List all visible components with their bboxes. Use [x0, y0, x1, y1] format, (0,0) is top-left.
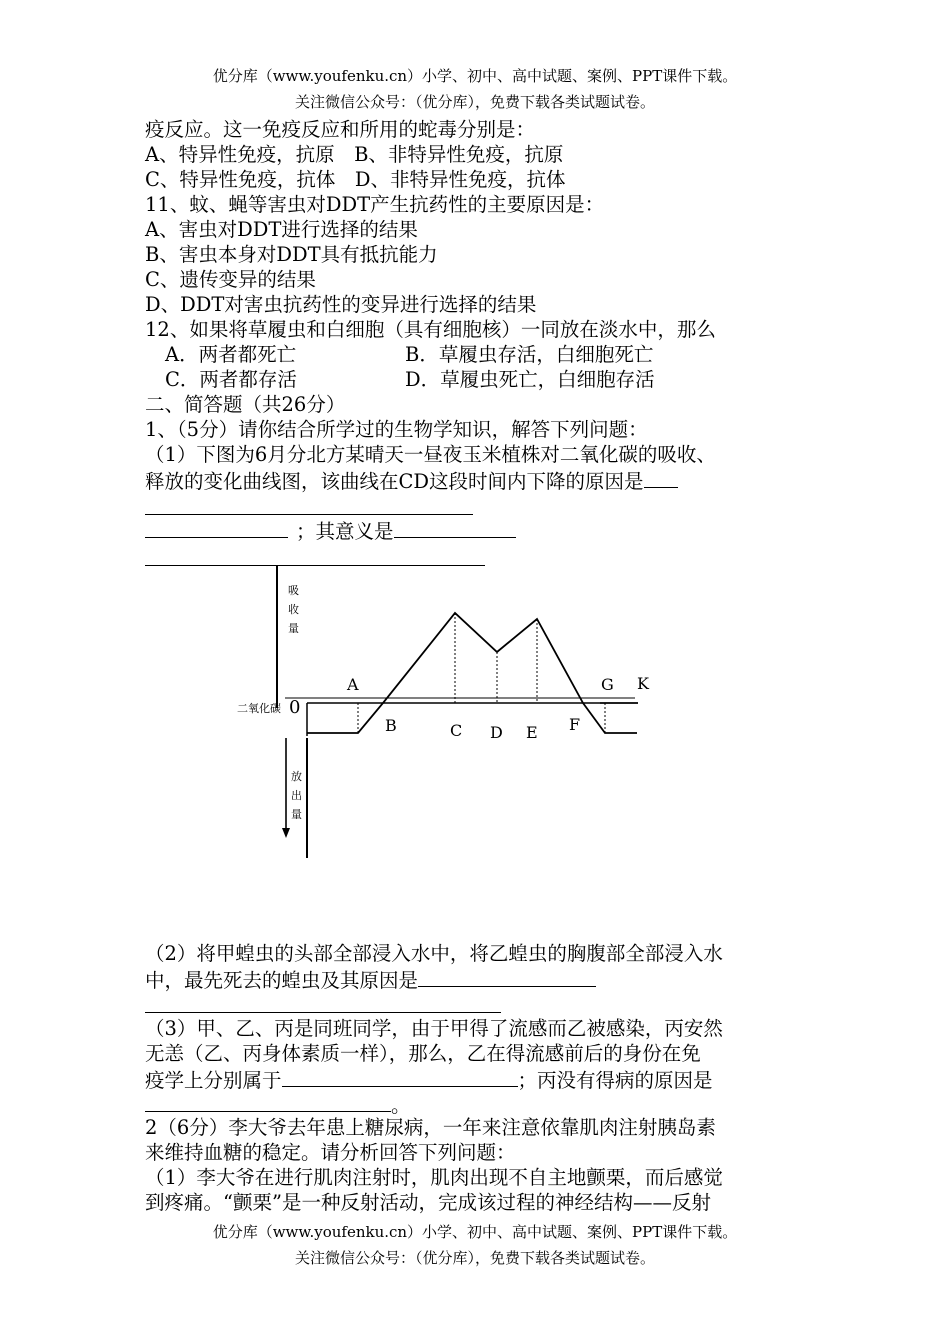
- reason-label: ；丙没有得病的原因是: [517, 1069, 713, 1092]
- y-arrow-head: [282, 828, 290, 838]
- question-2-sub-1: （1）李大爷在进行肌肉注射时，肌肉出现不自主地颤栗，而后感觉: [145, 1166, 723, 1189]
- sub-question-3: （3）甲、乙、丙是同班同学，由于甲得了流感而乙被感染，丙安然: [145, 1017, 723, 1040]
- footer-line-1: 优分库（www.youfenku.cn）小学、初中、高中试题、案例、PPT课件下载。: [212, 1223, 738, 1241]
- option-line: C、特异性免疫，抗体 D、非特异性免疫，抗体: [145, 168, 566, 191]
- sub-question-1-text: 释放的变化曲线图，该曲线在CD这段时间内下降的原因是: [145, 470, 644, 493]
- point-label-B: B: [385, 716, 397, 735]
- point-label-G: G: [601, 675, 614, 694]
- sub-question-2: （2）将甲蝗虫的头部全部浸入水中，将乙蝗虫的胸腹部全部浸入水: [145, 942, 723, 965]
- question-11: 11、蚊、蝇等害虫对DDT产生抗药性的主要原因是：: [145, 193, 605, 216]
- header-line-1: 优分库（www.youfenku.cn）小学、初中、高中试题、案例、PPT课件下载。: [212, 67, 738, 85]
- sub-question-2-cont: [145, 966, 596, 993]
- guide-lines: [358, 613, 605, 733]
- question-1: 1、（5分）请你结合所学过的生物学知识，解答下列问题：: [145, 418, 648, 441]
- answer-blank: [644, 467, 678, 488]
- y-label-top-char: 吸: [288, 584, 299, 597]
- footer-line-2: 关注微信公众号：（优分库），免费下载各类试题试卷。: [294, 1249, 655, 1267]
- point-label-K: K: [637, 674, 649, 693]
- answer-blank: [145, 1091, 391, 1112]
- y-label-top-char: 收: [288, 603, 299, 616]
- point-label-E: E: [526, 723, 538, 742]
- answer-blank: [145, 517, 288, 538]
- co2-curve: [307, 613, 637, 733]
- y-label-bottom-char: 量: [291, 808, 302, 821]
- option-line: B、害虫本身对DDT具有抵抗能力: [145, 243, 438, 266]
- point-label-F: F: [569, 715, 581, 734]
- y-axis-label-bottom: [291, 770, 302, 821]
- question-2-line-2: 来维持血糖的稳定。请分析回答下列问题：: [145, 1141, 516, 1164]
- answer-line: [145, 517, 516, 544]
- y-label-bottom-char: 出: [291, 789, 302, 802]
- q12-option-a: A．两者都死亡: [165, 343, 297, 366]
- question-12: 12、如果将草履虫和白细胞（具有细胞核）一同放在淡水中，那么: [145, 318, 716, 341]
- point-label-D: D: [490, 723, 503, 742]
- q12-option-b: B．草履虫存活，白细胞死亡: [405, 343, 654, 366]
- identity-label: 疫学上分别属于: [145, 1069, 282, 1092]
- answer-blank: [418, 966, 596, 987]
- option-line: A、特异性免疫，抗原 B、非特异性免疫，抗原: [145, 143, 564, 166]
- y-axis-label-top: [288, 584, 299, 635]
- period: 。: [391, 1094, 411, 1117]
- y-label-bottom-char: 放: [291, 770, 302, 783]
- text-line: 疫反应。这一免疫反应和所用的蛇毒分别是：: [145, 118, 536, 141]
- sub-question-2-text: 中，最先死去的蝗虫及其原因是: [145, 969, 419, 992]
- header-line-2: 关注微信公众号：（优分库），免费下载各类试题试卷。: [294, 93, 655, 111]
- question-2-sub-1-cont: 到疼痛。“颤栗”是一种反射活动，完成该过程的神经结构——反射: [145, 1191, 711, 1214]
- option-line: A、害虫对DDT进行选择的结果: [145, 218, 418, 241]
- point-label-A: A: [347, 675, 359, 694]
- question-2: 2（6分）李大爷去年患上糖尿病，一年来注意依靠肌肉注射胰岛素: [145, 1116, 716, 1139]
- zero-tick: 0: [289, 697, 301, 718]
- answer-blank: [145, 1012, 501, 1013]
- q12-option-d: D．草履虫死亡，白细胞存活: [405, 368, 655, 391]
- meaning-label: ；其意义是: [296, 520, 394, 543]
- sub-question-3-line-4: [145, 1091, 411, 1118]
- option-line: D、DDT对害虫抗药性的变异进行选择的结果: [145, 293, 537, 316]
- answer-blank: [145, 514, 473, 515]
- sub-question-3-line-3: [145, 1066, 713, 1093]
- q12-option-c: C．两者都存活: [165, 368, 297, 391]
- sub-question-1: （1）下图为6月分北方某晴天一昼夜玉米植株对二氧化碳的吸收、: [145, 443, 716, 466]
- point-label-C: C: [450, 721, 463, 740]
- sub-question-3-line-2: 无恙（乙、丙身体素质一样），那么，乙在得流感前后的身份在免: [145, 1042, 701, 1065]
- zero-label: 二氧化碳: [237, 702, 281, 715]
- answer-blank: [282, 1066, 518, 1087]
- section-title: 二、简答题（共26分）: [145, 393, 346, 416]
- option-line: C、遗传变异的结果: [145, 268, 316, 291]
- co2-exchange-chart: [225, 558, 665, 863]
- answer-blank: [394, 517, 516, 538]
- y-label-top-char: 量: [288, 622, 299, 635]
- sub-question-1-cont: [145, 467, 678, 494]
